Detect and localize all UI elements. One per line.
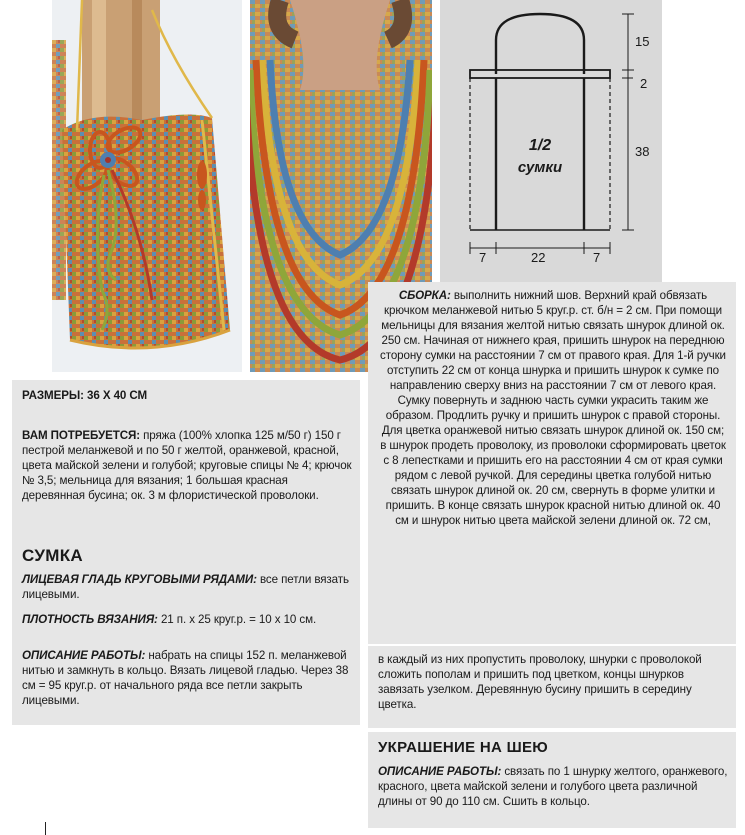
- neck-work-paragraph: [378, 764, 728, 809]
- continuation-panel: [368, 646, 736, 728]
- density-text: 21 п. х 25 круг.р. = 10 х 10 см.: [160, 613, 317, 626]
- scheme-label-1: 1/2: [528, 137, 552, 154]
- bag-heading: СУМКА: [22, 546, 83, 565]
- assembly-panel: [368, 282, 736, 644]
- work-label: ОПИСАНИЕ РАБОТЫ:: [22, 649, 146, 662]
- dim-band: 2: [640, 76, 648, 91]
- scheme-label-2: сумки: [517, 159, 563, 176]
- neck-heading: УКРАШЕНИЕ НА ШЕЮ: [378, 739, 549, 756]
- needs-paragraph: [22, 428, 352, 503]
- density-label: ПЛОТНОСТЬ ВЯЗАНИЯ:: [22, 613, 158, 626]
- bag-scheme: [440, 0, 662, 282]
- dim-body: 38: [635, 144, 650, 159]
- bag-illustration: [52, 0, 242, 372]
- dim-right: 7: [593, 250, 601, 265]
- neck-work-label: ОПИСАНИЕ РАБОТЫ:: [378, 765, 502, 778]
- assembly-paragraph: [378, 288, 728, 528]
- work-paragraph: [22, 648, 352, 708]
- density-paragraph: [22, 612, 352, 627]
- page-mark: [45, 822, 46, 835]
- sizes-label: РАЗМЕРЫ:: [22, 389, 84, 402]
- materials-panel: [12, 380, 360, 725]
- work-text: набрать на спицы 152 п. меланжевой нитью и замкнуть в кольцо. Вязать лицевой гладью. Через 38 см = 95 круг.р. от начального ряда все петли закрыть лицевыми.: [22, 649, 349, 707]
- dim-center: 22: [531, 250, 546, 265]
- sizes-value: 36 Х 40 СМ: [87, 389, 148, 402]
- stitch-text: все петли вязать лицевыми.: [22, 573, 349, 601]
- assembly-label: СБОРКА:: [398, 289, 451, 302]
- neck-work-text: связать по 1 шнурку желтого, оранжевого, красного, цвета майской зелени и голубого цвета различной длины от 90 до 110 см. Сшить в кольцо.: [378, 765, 728, 808]
- sizes-line: [22, 388, 352, 403]
- scheme-drawing: [470, 14, 634, 254]
- stitch-paragraph: [22, 572, 352, 602]
- stitch-label: ЛИЦЕВАЯ ГЛАДЬ КРУГОВЫМИ РЯДАМИ:: [22, 573, 257, 586]
- neck-skin: [290, 0, 390, 90]
- continuation-text: в каждый из них пропустить проволоку, шнурки с проволокой сложить пополам и пришить под цветком, концы шнурков завязать узелком. Деревянную бусину пришить в середину цветка.: [378, 653, 702, 711]
- needs-label: ВАМ ПОТРЕБУЕТСЯ:: [22, 429, 140, 442]
- needs-text: пряжа (100% хлопка 125 м/50 г) 150 г пестрой меланжевой и по 50 г желтой, оранжевой, красной, цвета майской зелени и голубой; круговые спицы № 4; крючок № 3,5; мельница для вязания; 1 большая красная деревянная бусина; ок. 3 м флористической проволоки.: [22, 429, 352, 502]
- bag-photo: [52, 0, 242, 372]
- necklace-panel: [368, 732, 736, 828]
- dim-left: 7: [479, 250, 487, 265]
- dim-handle-height: 15: [635, 34, 650, 49]
- assembly-text: выполнить нижний шов. Верхний край обвязать крючком меланжевой нитью 5 круг.р. ст. б/н = 2 см. При помощи мельницы для вязания желтой нитью связать шнурок длиной ок. 250 см. Начиная от нижнего края, пришить шнурок на переднюю сторону сумки на расстоянии 7 см от правого края. Для 1-й ручки отступить 22 см от конца шнурка и пришить шнурок к сумке по направлению сверху вниз на расстоянии 7 см от левого края. Сумку повернуть и заднюю часть сумки украсить таким же образом. Продлить ручку и пришить шнурок с правой стороны. Для цветка оранжевой нитью связать шнурок длиной ок. 150 см; в шнурок продеть проволоку, из проволоки сформировать цветок с 8 лепестками и пришить его на расстоянии 4 см от края сумки рядом с левой ручкой. Для середины цветка голубой нитью связать шнурок длиной ок. 20 см, свернуть в форме улитки и пришить. В конце связать шнурок красной нитью длиной ок. 40 см и шнурок нитью цвета майской зелени длиной ок. 72 см,: [380, 289, 726, 527]
